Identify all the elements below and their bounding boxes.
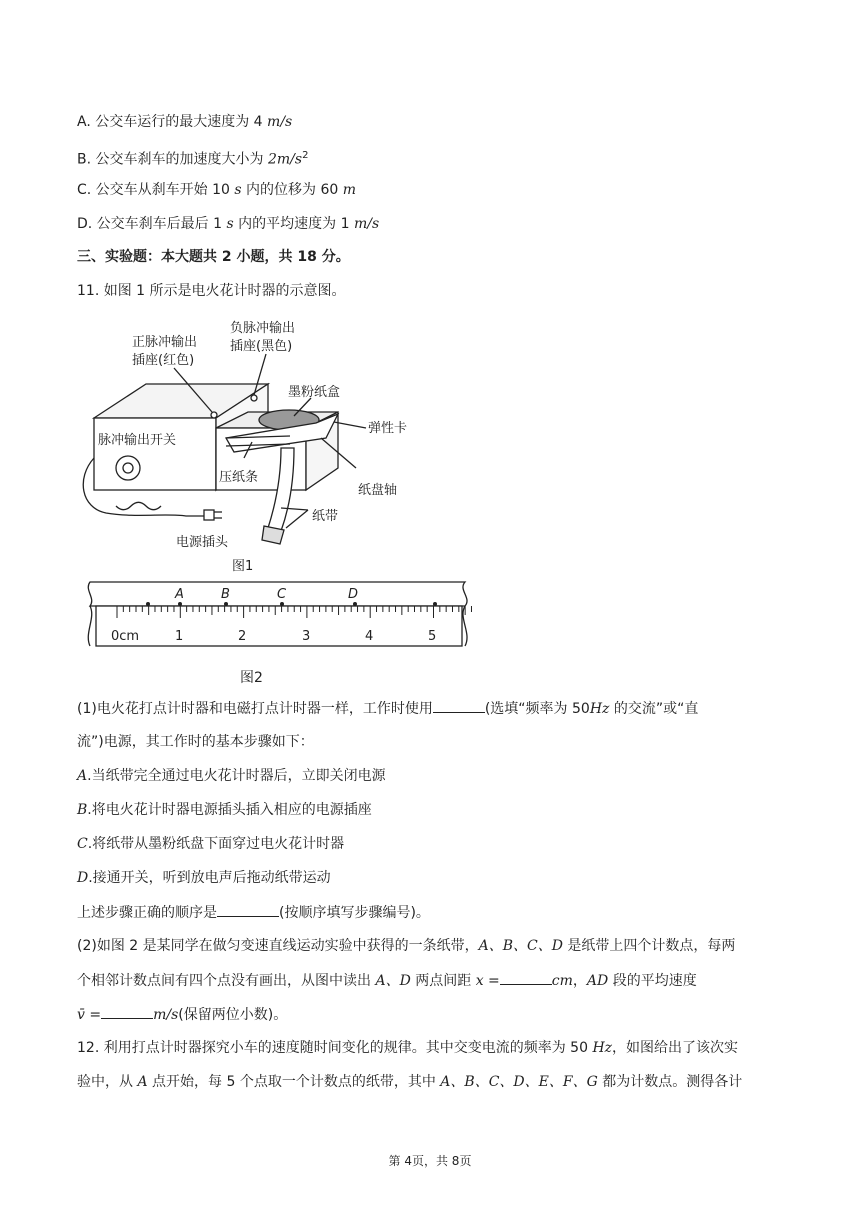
scale-label-2: 2 <box>238 629 247 644</box>
option-d-mid: 内的平均速度为 1 <box>233 216 354 232</box>
label-neg-socket-2: 插座(黑色) <box>230 339 293 354</box>
tape-dot <box>146 602 150 606</box>
figure1-timer-diagram <box>76 318 496 578</box>
q12-l2d: A、B、C、D、E、F、G <box>440 1074 598 1090</box>
option-c-mid: 内的位移为 60 <box>241 182 343 198</box>
option-a <box>77 112 292 132</box>
q11-p2o: m/s <box>153 1007 179 1023</box>
option-d <box>77 214 379 234</box>
q12-line1 <box>77 1038 738 1058</box>
q11-part1-line1 <box>77 698 698 719</box>
option-d-unit: m/s <box>353 216 380 232</box>
q11-p2b: A、B、C、D <box>478 938 563 954</box>
q11-p2p: (保留两位小数)。 <box>178 1007 288 1023</box>
option-a-text: A. 公交车运行的最大速度为 4 <box>77 114 268 130</box>
q12-l2a: 验中，从 <box>77 1074 138 1090</box>
label-neg-socket-1: 负脉冲输出 <box>230 321 296 336</box>
q12-l1a: 12. 利用打点计时器探究小车的速度随时间变化的规律。其中交变电流的频率为 50 <box>77 1040 593 1056</box>
tape-dot-b <box>224 602 228 606</box>
label-press-strip: 压纸条 <box>219 470 259 485</box>
step-d-text: .接通开关，听到放电声后拖动纸带运动 <box>88 870 331 886</box>
step-d <box>77 868 331 888</box>
label-plug: 电源插头 <box>176 535 229 550</box>
label-pulse-switch: 脉冲输出开关 <box>98 433 177 448</box>
figure2-caption: 图2 <box>240 670 263 686</box>
scale-label-5: 5 <box>428 629 437 644</box>
step-b-key: B <box>77 802 88 818</box>
answer-blank-2[interactable] <box>217 902 279 917</box>
q11-p2j: ， <box>572 973 587 989</box>
option-a-unit: m/s <box>267 114 293 130</box>
q11-p2f: 两点间距 <box>410 973 476 989</box>
scale-label-0: 0cm <box>111 629 140 644</box>
label-spring-card: 弹性卡 <box>368 421 408 436</box>
q11-p1a: (1)电火花打点计时器和电磁打点计时器一样，工作时使用 <box>77 701 433 717</box>
q11-p2l: 段的平均速度 <box>608 973 697 989</box>
q11-part2-line3 <box>77 1004 287 1025</box>
q11-p2a: (2)如图 2 是某同学在做匀变速直线运动实验中获得的一条纸带， <box>77 938 479 954</box>
q11-p2h: = <box>483 973 500 989</box>
step-a-text: .当纸带完全通过电火花计时器后，立即关闭电源 <box>87 768 386 784</box>
section-c: 小题，共 <box>231 249 298 265</box>
section-d: 18 <box>297 249 317 265</box>
step-order <box>77 902 430 923</box>
order-text-b: (按顺序填写步骤编号)。 <box>279 905 430 921</box>
q12-l1b: Hz <box>592 1040 613 1056</box>
label-pos-socket-1: 正脉冲输出 <box>132 335 198 350</box>
section-b: 2 <box>221 249 232 265</box>
scale-label-1: 1 <box>175 629 184 644</box>
q12-l2e: 都为计数点。测得各计 <box>597 1074 743 1090</box>
q11-intro: 11. 如图 1 所示是电火花计时器的示意图。 <box>77 283 346 299</box>
q11-p2m: v̄ <box>77 1007 85 1023</box>
figure2-ruler-tape <box>80 578 480 688</box>
q11-p1c: Hz <box>589 701 610 717</box>
q11-part1-line2: 流”)电源，其工作时的基本步骤如下： <box>77 734 314 750</box>
point-label-b: B <box>221 587 230 602</box>
option-d-text: D. 公交车刹车后最后 1 <box>77 216 227 232</box>
step-a-key: A <box>77 768 88 784</box>
step-c <box>77 834 344 854</box>
point-label-c: C <box>277 587 287 602</box>
scale-label-4: 4 <box>365 629 374 644</box>
section-a: 三、实验题：本大题共 <box>77 249 222 265</box>
label-reel-axis: 纸盘轴 <box>358 483 398 498</box>
q12-l2c: 点开始，每 5 个点取一个计数点的纸带，其中 <box>147 1074 441 1090</box>
answer-blank-3[interactable] <box>500 970 552 985</box>
q11-p2k: AD <box>586 973 609 989</box>
point-label-a: A <box>175 587 184 602</box>
q11-p1b: (选填“频率为 50 <box>484 701 590 717</box>
q11-p2n: = <box>84 1007 102 1023</box>
q11-part2-line2 <box>77 970 697 991</box>
q12-l1c: ，如图给出了该次实 <box>612 1040 739 1056</box>
label-tape: 纸带 <box>312 509 339 524</box>
option-c <box>77 180 356 200</box>
tape-dot-a <box>178 602 182 606</box>
step-c-key: C <box>77 836 88 852</box>
q11-p2d: 个相邻计数点间有四个点没有画出，从图中读出 <box>77 973 376 989</box>
answer-blank-1[interactable] <box>433 698 485 713</box>
tape-dot <box>433 602 437 606</box>
q11-p2g: x <box>475 973 484 989</box>
figure1-caption: 图1 <box>232 559 254 574</box>
section-e: 分。 <box>316 249 350 265</box>
order-text-a: 上述步骤正确的顺序是 <box>77 905 217 921</box>
option-b-sup: 2 <box>302 150 309 161</box>
option-b-text: B. 公交车刹车的加速度大小为 <box>77 151 268 168</box>
q11-p2i: cm <box>551 973 573 989</box>
step-d-key: D <box>77 870 89 886</box>
scale-label-3: 3 <box>302 629 311 644</box>
q11-p2c: 是纸带上四个计数点，每两 <box>562 938 736 954</box>
option-c-text: C. 公交车从刹车开始 10 <box>77 182 235 198</box>
answer-blank-4[interactable] <box>101 1004 153 1019</box>
page-footer: 第 4页，共 8页 <box>388 1154 472 1168</box>
option-c-s: s <box>234 182 242 198</box>
q11-p2e: A、D <box>375 973 411 989</box>
option-d-s: s <box>226 216 234 232</box>
q12-line2 <box>77 1072 742 1092</box>
label-pos-socket-2: 插座(红色) <box>132 353 195 368</box>
option-b-unit: 2m/s <box>267 151 303 168</box>
option-c-unit: m <box>342 182 357 198</box>
option-b <box>77 146 308 170</box>
step-b-text: .将电火花计时器电源插头插入相应的电源插座 <box>87 802 372 818</box>
step-a <box>77 766 386 786</box>
label-ink-box: 墨粉纸盒 <box>288 385 341 400</box>
tape-dot-d <box>353 602 357 606</box>
section-heading <box>77 247 350 267</box>
point-label-d: D <box>348 587 359 602</box>
q11-part2-line1 <box>77 936 735 956</box>
q11-p1d: 的交流”或“直 <box>609 701 699 717</box>
tape-dot-c <box>280 602 284 606</box>
q12-l2b: A <box>137 1074 148 1090</box>
step-b <box>77 800 372 820</box>
step-c-text: .将纸带从墨粉纸盘下面穿过电火花计时器 <box>87 836 345 852</box>
